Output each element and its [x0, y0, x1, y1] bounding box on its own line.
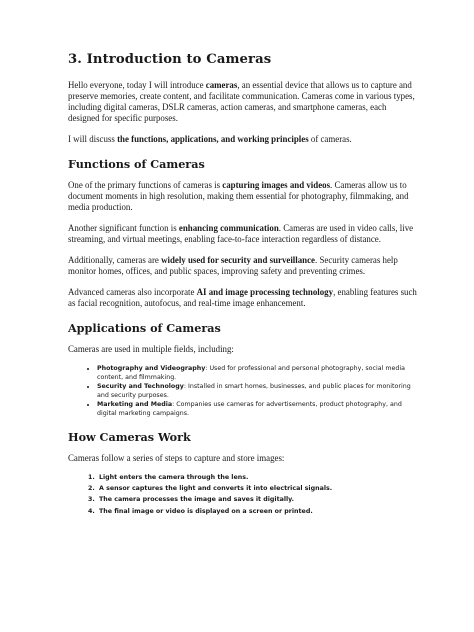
applications-lead: Cameras are used in multiple fields, including:: [68, 344, 234, 354]
step-item: 4. The final image or video is displayed on a screen or printed.: [97, 508, 418, 517]
fp4-bold: AI and image processing technology: [196, 287, 334, 297]
app-item-1-bold: Photography and Videography: [97, 365, 206, 372]
app-item-2-text: : Installed in smart homes, businesses, and public places for monitoring and security purposes.: [97, 383, 411, 399]
fp1-before: One of the primary functions of cameras is: [68, 180, 223, 190]
functions-paragraph-4: [68, 287, 418, 309]
fp2-bold: enhancing communication: [178, 223, 279, 233]
fp4-after: , enabling features such as facial recognition, autofocus, and real-time image enhancement.: [68, 287, 417, 308]
app-item-1-text: : Used for professional and personal photography, social media content, and filmmaking.: [97, 365, 405, 381]
document-body: [68, 52, 418, 526]
fp4-before: Advanced cameras also incorporate: [68, 287, 197, 297]
intro-p2-after: of cameras.: [308, 134, 352, 144]
page-title: 3. Introduction to Cameras: [68, 52, 272, 67]
how-cameras-work-heading: How Cameras Work: [68, 429, 191, 444]
intro-p1-before: Hello everyone, today I will introduce: [68, 80, 206, 90]
intro-p2-bold: the functions, applications, and working principles: [117, 134, 309, 144]
step-item: 2. A sensor captures the light and converts it into electrical signals.: [97, 485, 418, 494]
step-item: 3. The camera processes the image and saves it digitally.: [97, 496, 418, 505]
fp1-after: . Cameras allow us to document moments in high resolution, making them essential for photography, filmmaking, and media production.: [68, 180, 409, 212]
intro-p2-before: I will discuss: [68, 134, 118, 144]
functions-paragraph-2: [68, 223, 418, 245]
fp3-before: Additionally, cameras are: [68, 255, 162, 265]
app-item-3-text: : Companies use cameras for advertisements, product photography, and digital marketing campaigns.: [97, 401, 402, 417]
fp1-bold: capturing images and videos: [222, 180, 331, 190]
intro-p1-after: , an essential device that allows us to capture and preserve memories, create content, and facilitate communication. Cameras come in various types, including digital cameras, DSLR cameras, action cameras, and smartphone cameras, each designed for specific purposes.: [68, 80, 415, 123]
app-item-2-bold: Security and Technology: [97, 383, 184, 391]
list-item: [97, 383, 418, 400]
functions-heading: Functions of Cameras: [68, 157, 205, 171]
fp2-after: . Cameras are used in video calls, live streaming, and virtual meetings, enabling face-to-face interaction regardless of distance.: [68, 223, 414, 244]
functions-paragraph-3: [68, 255, 418, 277]
intro-p1-bold: cameras: [205, 80, 238, 90]
app-item-3-bold: Marketing and Media: [97, 401, 173, 409]
fp2-before: Another significant function is: [68, 223, 179, 233]
intro-paragraph-2: [68, 134, 418, 145]
list-item: [97, 365, 418, 382]
applications-heading: Applications of Cameras: [68, 321, 221, 335]
step-item: 1. Light enters the camera through the lens.: [97, 474, 418, 483]
steps-list: [68, 474, 418, 517]
intro-paragraph-1: [68, 80, 418, 124]
how-lead: Cameras follow a series of steps to capture and store images:: [68, 452, 285, 463]
list-item: [97, 401, 418, 418]
fp3-bold: widely used for security and surveillance: [161, 255, 315, 265]
functions-paragraph-1: [68, 180, 418, 213]
applications-list: [68, 365, 418, 419]
fp3-after: . Security cameras help monitor homes, offices, and public spaces, improving safety and preventing crimes.: [68, 255, 398, 276]
